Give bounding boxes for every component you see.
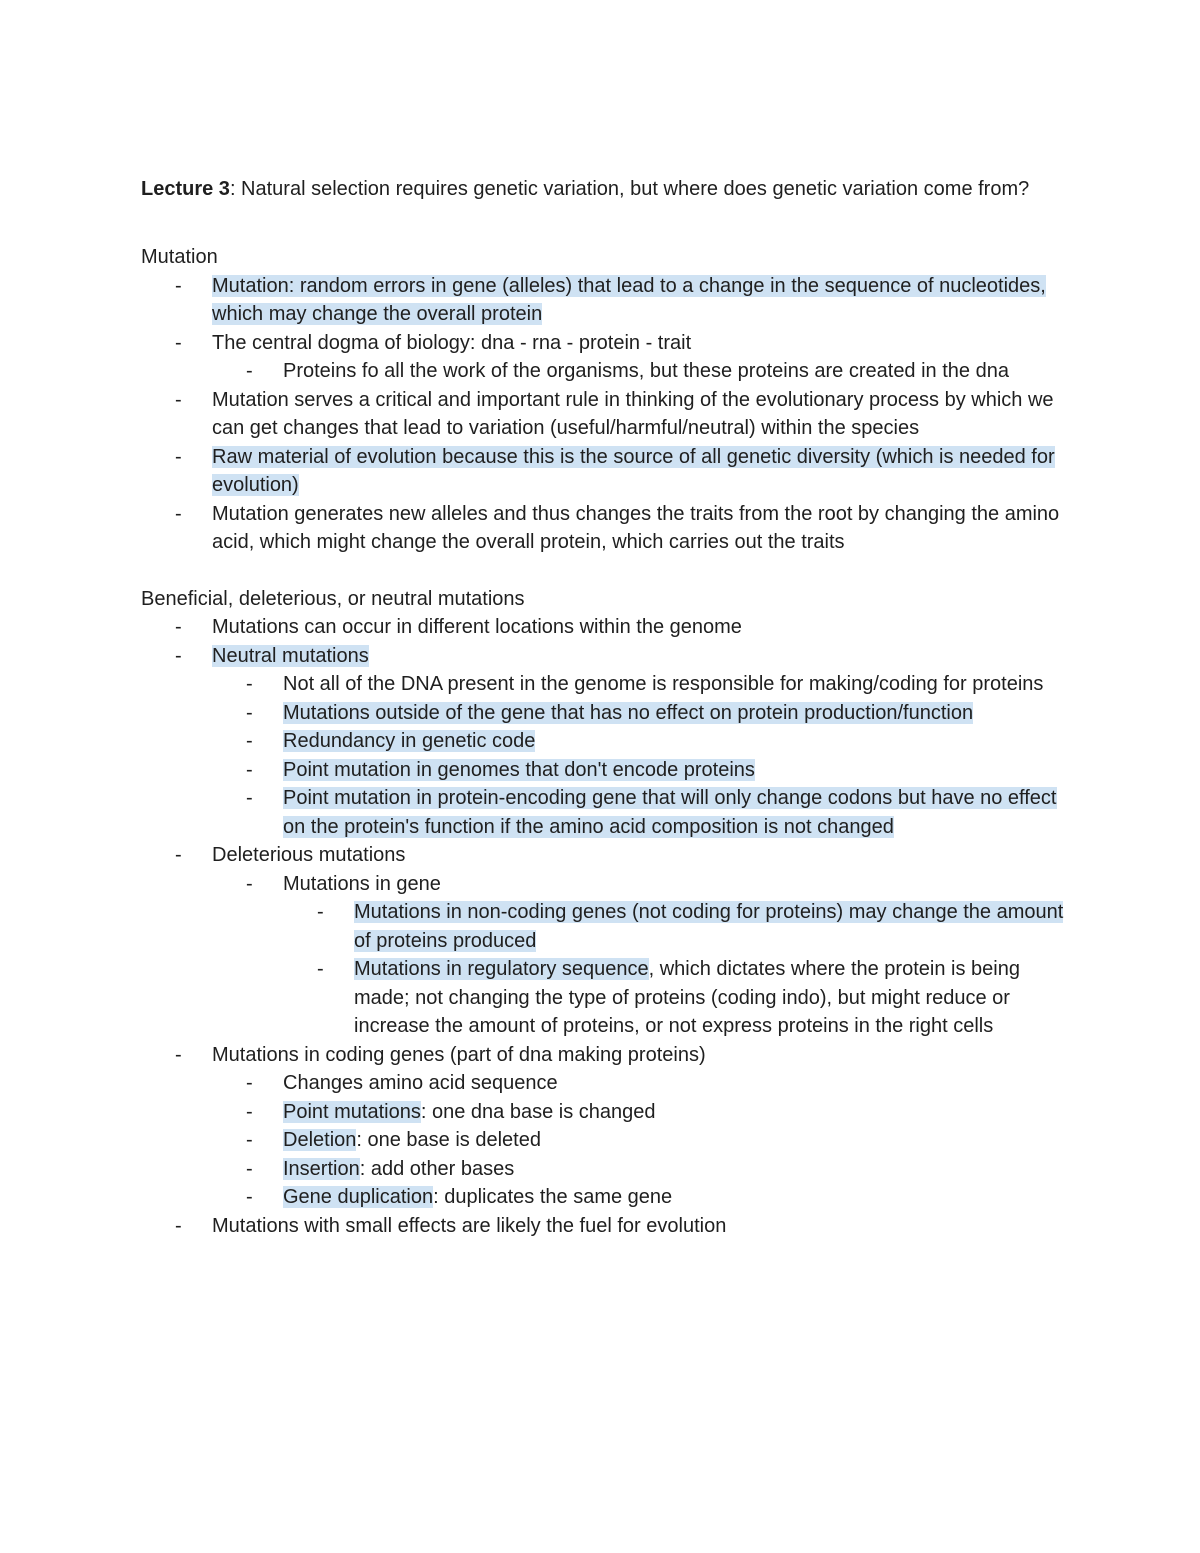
list-item	[141, 443, 1071, 500]
highlighted-text: Insertion	[283, 1157, 360, 1180]
bullet-list	[141, 613, 1071, 1240]
list-item	[212, 699, 1071, 728]
bullet-dash: -	[175, 844, 182, 866]
bullet-dash: -	[175, 644, 182, 667]
list-item-text: The central dogma of biology: dna - rna - protein - trait	[212, 331, 692, 354]
highlighted-text: Mutations in regulatory sequence	[354, 958, 649, 980]
highlighted-text: Mutations in non-coding genes (not coding for proteins) may change the amount of proteins produced	[354, 901, 1064, 952]
highlighted-text: Point mutations	[283, 1100, 421, 1123]
list-item-text: Mutation generates new alleles and thus changes the traits from the root by changing the amino acid, which might change the overall protein, which carries out the traits	[212, 502, 1060, 553]
document-page	[141, 170, 1071, 1240]
bullet-dash: -	[246, 1157, 253, 1180]
bullet-dash: -	[317, 901, 324, 923]
bullet-dash: -	[246, 758, 253, 781]
list-item-text: Not all of the DNA present in the genome is responsible for making/coding for proteins	[283, 673, 1044, 695]
list-item	[283, 955, 1071, 1041]
list-item	[212, 1183, 1071, 1212]
list-item	[212, 1069, 1071, 1098]
lecture-title	[141, 170, 1071, 208]
highlighted-text: Deletion	[283, 1129, 357, 1151]
highlighted-text: Mutations outside of the gene that has no effect on protein production/function	[283, 701, 974, 724]
bullet-dash: -	[175, 502, 182, 525]
bullet-dash: -	[317, 958, 324, 980]
bullet-dash: -	[246, 787, 253, 809]
bullet-dash: -	[246, 730, 253, 752]
highlighted-text: Neutral mutations	[212, 644, 369, 667]
lecture-title-bold: Lecture 3	[141, 178, 230, 200]
list-item-text: : duplicates the same gene	[433, 1186, 673, 1208]
list-item-text: Mutations in coding genes (part of dna making proteins)	[212, 1043, 706, 1066]
list-item	[212, 756, 1071, 785]
list-item	[212, 670, 1071, 699]
bullet-dash: -	[246, 701, 253, 724]
bullet-dash: -	[246, 1072, 253, 1094]
highlighted-text: Point mutation in protein-encoding gene that will only change codons but have no effect on the protein's function if the amino acid composition is not changed	[283, 787, 1057, 838]
bullet-dash: -	[175, 388, 182, 411]
list-item	[141, 1041, 1071, 1070]
list-item	[212, 1098, 1071, 1127]
list-item-text: Deleterious mutations	[212, 844, 406, 866]
bullet-dash: -	[175, 445, 182, 468]
bullet-dash: -	[175, 331, 182, 354]
list-item-text: Mutation serves a critical and important rule in thinking of the evolutionary process by which we can get changes that lead to variation (useful/harmful/neutral) within the species	[212, 388, 1054, 439]
bullet-dash: -	[246, 360, 253, 382]
list-item	[212, 784, 1071, 841]
list-item-text: Mutations in gene	[283, 872, 441, 895]
bullet-dash: -	[246, 1100, 253, 1123]
list-item	[141, 642, 1071, 671]
lecture-title-rest: : Natural selection requires genetic variation, but where does genetic variation come from?	[229, 178, 1030, 200]
section-heading: Mutation	[141, 246, 218, 268]
list-item	[141, 613, 1071, 642]
highlighted-text: Redundancy in genetic code	[283, 730, 536, 752]
bullet-dash: -	[246, 872, 253, 895]
list-item	[141, 841, 1071, 870]
bullet-dash: -	[175, 1214, 182, 1237]
list-item	[141, 500, 1071, 557]
document-body	[141, 243, 1071, 1240]
section-heading: Beneficial, deleterious, or neutral mutations	[141, 587, 525, 610]
bullet-dash: -	[175, 616, 182, 638]
list-item	[141, 272, 1071, 329]
list-item	[141, 386, 1071, 443]
bullet-dash: -	[246, 1129, 253, 1151]
list-item	[212, 1126, 1071, 1155]
bullet-dash: -	[175, 274, 182, 297]
highlighted-text: Point mutation in genomes that don't encode proteins	[283, 758, 755, 781]
list-item-text: : one dna base is changed	[420, 1100, 656, 1123]
bullet-dash: -	[246, 1186, 253, 1208]
list-item-text: : add other bases	[359, 1157, 515, 1180]
list-item-text: Mutations with small effects are likely the fuel for evolution	[212, 1214, 727, 1237]
bullet-dash: -	[246, 673, 253, 695]
list-item-text: Changes amino acid sequence	[283, 1072, 558, 1094]
list-item	[283, 898, 1071, 955]
list-item	[212, 870, 1071, 899]
highlighted-text: Gene duplication	[283, 1186, 434, 1208]
list-item	[141, 329, 1071, 358]
list-item	[212, 727, 1071, 756]
bullet-dash: -	[175, 1043, 182, 1066]
list-item	[212, 357, 1071, 386]
list-item	[212, 1155, 1071, 1184]
list-item-text: Mutations can occur in different locations within the genome	[212, 616, 742, 638]
highlighted-text: Raw material of evolution because this is the source of all genetic diversity (which is needed for evolution)	[212, 445, 1055, 496]
list-item-text: : one base is deleted	[356, 1129, 541, 1151]
list-item-text: , which dictates where the protein is being made; not changing the type of proteins (coding indo), but might reduce or increase the amount of proteins, or not express proteins in the right cells	[354, 958, 1020, 1037]
bullet-list	[141, 272, 1071, 557]
highlighted-text: Mutation: random errors in gene (alleles) that lead to a change in the sequence of nucleotides, which may change the overall protein	[212, 274, 1046, 325]
list-item	[141, 1212, 1071, 1241]
list-item-text: Proteins fo all the work of the organisms, but these proteins are created in the dna	[283, 360, 1009, 382]
